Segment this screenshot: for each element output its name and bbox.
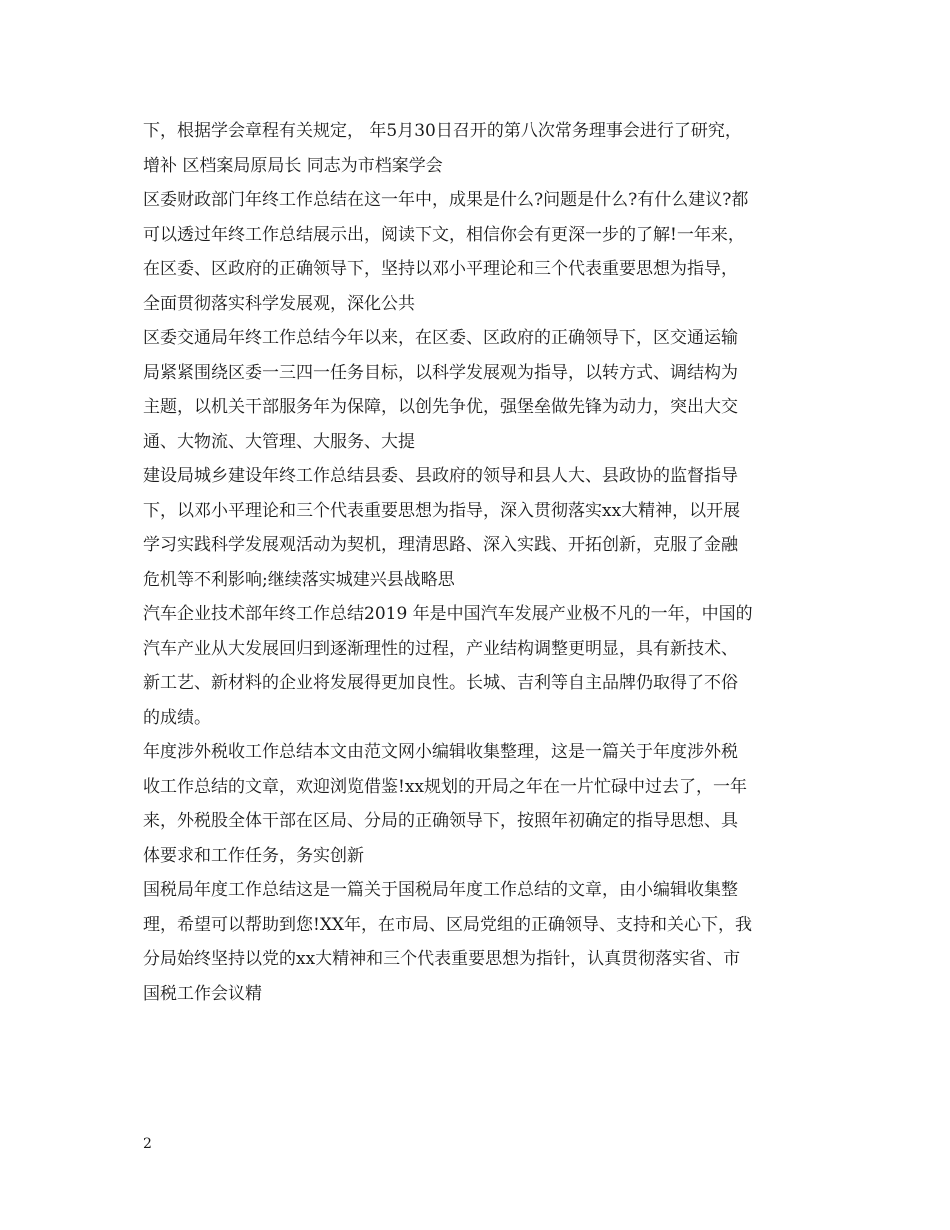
text-line: 通、大物流、大管理、大服务、大提 xyxy=(143,431,415,452)
text-line: 的成绩。 xyxy=(143,707,211,728)
text-line: 全面贯彻落实科学发展观，深化公共 xyxy=(143,293,415,314)
paragraph-transport-summary xyxy=(143,321,813,459)
text-line: 汽车产业从大发展回归到逐渐理性的过程，产业结构调整更明显，具有新技术、 xyxy=(143,638,738,659)
paragraph-automotive-summary xyxy=(143,597,813,735)
text-line: 主题，以机关干部服务年为保障，以创先争优，强堡垒做先锋为动力，突出大交 xyxy=(143,397,738,417)
text-line: 年度涉外税收工作总结本文由范文网小编辑收集整理，这是一篇关于年度涉外税 xyxy=(143,742,738,762)
text-line: 国税工作会议精 xyxy=(143,983,262,1004)
text-line: 收工作总结的文章，欢迎浏览借鉴!xx规划的开局之年在一片忙碌中过去了，一年 xyxy=(143,776,748,797)
text-line: 学习实践科学发展观活动为契机，理清思路、深入实践、开拓创新，克服了金融 xyxy=(143,535,738,555)
text-line: 区委交通局年终工作总结今年以来，在区委、区政府的正确领导下，区交通运输 xyxy=(143,328,738,348)
paragraph-archives-society xyxy=(143,114,813,183)
text-line: 可以透过年终工作总结展示出，阅读下文，相信你会有更深一步的了解!一年来， xyxy=(143,224,745,245)
paragraph-national-tax-summary xyxy=(143,873,813,1011)
text-line: 来，外税股全体干部在区局、分局的正确领导下，按照年初确定的指导思想、具 xyxy=(143,811,738,831)
document-body xyxy=(143,114,813,1011)
page-number: 2 xyxy=(143,1136,152,1152)
text-line: 增补 区档案局原局长 同志为市档案学会 xyxy=(143,155,443,176)
text-line: 区委财政部门年终工作总结在这一年中，成果是什么?问题是什么?有什么建议?都 xyxy=(143,190,749,210)
text-line: 局紧紧围绕区委一三四一任务目标，以科学发展观为指导，以转方式、调结构为 xyxy=(143,362,738,383)
text-line: 体要求和工作任务，务实创新 xyxy=(143,845,364,866)
text-line: 国税局年度工作总结这是一篇关于国税局年度工作总结的文章，由小编辑收集整 xyxy=(143,880,738,900)
paragraph-construction-summary xyxy=(143,459,813,597)
text-line: 危机等不利影响;继续落实城建兴县战略思 xyxy=(143,569,455,590)
paragraph-foreign-tax-summary xyxy=(143,735,813,873)
text-line: 下，以邓小平理论和三个代表重要思想为指导，深入贯彻落实xx大精神，以开展 xyxy=(143,500,741,521)
text-line: 理，希望可以帮助到您!XX年，在市局、区局党组的正确领导、支持和关心下，我 xyxy=(143,914,753,935)
text-line: 下，根据学会章程有关规定， 年5月30日召开的第八次常务理事会进行了研究， xyxy=(143,121,742,141)
text-line: 在区委、区政府的正确领导下，坚持以邓小平理论和三个代表重要思想为指导， xyxy=(143,259,738,279)
text-line: 分局始终坚持以党的xx大精神和三个代表重要思想为指针，认真贯彻落实省、市 xyxy=(143,949,741,969)
text-line: 新工艺、新材料的企业将发展得更加良性。长城、吉利等自主品牌仍取得了不俗 xyxy=(143,673,738,693)
text-line: 汽车企业技术部年终工作总结2019 年是中国汽车发展产业极不凡的一年，中国的 xyxy=(143,604,753,624)
paragraph-finance-summary xyxy=(143,183,813,321)
text-line: 建设局城乡建设年终工作总结县委、县政府的领导和县人大、县政协的监督指导 xyxy=(143,466,738,486)
